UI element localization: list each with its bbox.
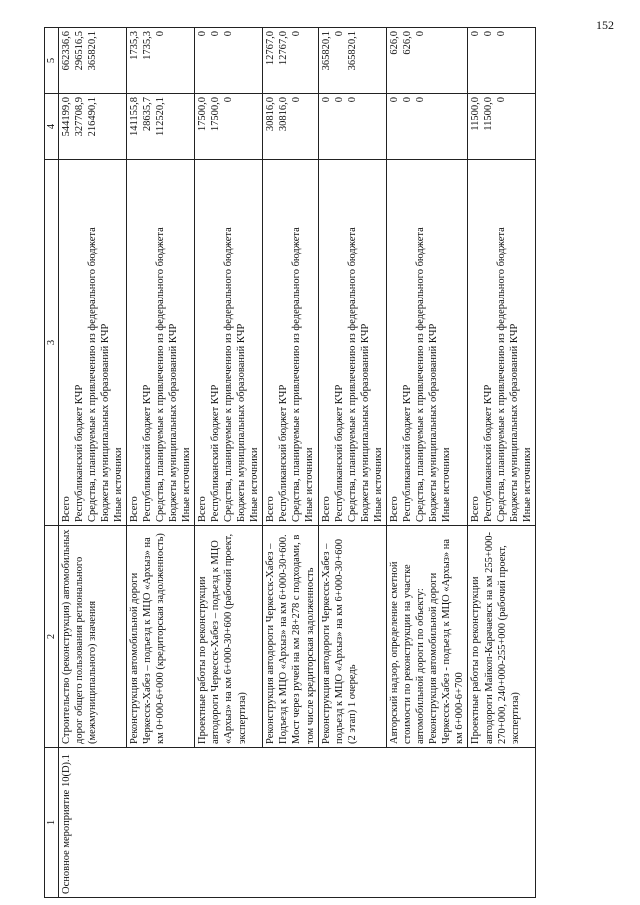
value-cell <box>235 31 248 90</box>
value-cell: 0 <box>470 31 482 37</box>
value-cell: 0 <box>155 31 167 37</box>
funding-source: Средства, планируемые к привлечению из федерального бюджета <box>291 227 303 522</box>
value-cell: 0 <box>388 97 400 103</box>
funding-source: Всего <box>197 496 209 522</box>
funding-source: Средства, планируемые к привлечению из федерального бюджета <box>346 227 358 522</box>
values-col5 <box>468 28 536 94</box>
column-header: 2 <box>45 526 59 748</box>
table-row <box>59 28 127 898</box>
activity-description: Реконструкция автомобильной дороги Черкесск-Хабез – подъезд к МЦО «Архыз» на км 0+000-6+000 (кредиторская задолженность) <box>127 526 195 748</box>
value-cell: 544199,0 <box>61 97 73 137</box>
funding-source: Бюджеты муниципальных образований КЧР <box>509 323 521 522</box>
funding-source: Средства, планируемые к привлечению из федерального бюджета <box>155 227 167 522</box>
activity-description: Авторский надзор, определение сметной стоимости по реконструкции на участке автомобильной дороги по объекту: Реконструкция автомобильной дороги Черкесск-Хабез - подъезд к МЦО «Архыз» на км 6+000-6+700 <box>386 526 468 748</box>
funding-source: Всего <box>61 496 73 522</box>
funding-source: Бюджеты муниципальных образований КЧР <box>168 323 180 522</box>
value-cell: 0 <box>333 31 345 37</box>
values-col5 <box>318 28 386 94</box>
values-col5 <box>127 28 195 94</box>
value-cell: 0 <box>223 31 235 37</box>
funding-sources <box>195 160 263 526</box>
value-cell: 12767,0 <box>265 31 277 66</box>
funding-source: Всего <box>470 496 482 522</box>
funding-source: Бюджеты муниципальных образований КЧР <box>100 323 112 522</box>
funding-source: Иные источники <box>113 447 125 522</box>
value-cell <box>508 97 521 156</box>
value-cell: 0 <box>401 97 413 103</box>
value-cell <box>359 31 372 90</box>
value-cell <box>303 97 316 156</box>
funding-source: Республиканский бюджет КЧР <box>278 384 290 522</box>
value-cell <box>359 97 372 156</box>
value-cell: 17500,0 <box>210 97 222 132</box>
value-cell: 0 <box>483 31 495 37</box>
funding-source: Всего <box>388 496 400 522</box>
funding-source: Средства, планируемые к привлечению из федерального бюджета <box>496 227 508 522</box>
value-cell <box>180 97 193 156</box>
value-cell <box>248 31 261 90</box>
value-cell: 28635,7 <box>142 97 154 132</box>
funding-sources <box>318 160 386 526</box>
value-cell: 0 <box>414 31 426 37</box>
value-cell: 0 <box>496 97 508 103</box>
funding-sources <box>263 160 319 526</box>
value-cell: 216490,1 <box>87 97 99 137</box>
value-cell <box>440 97 453 156</box>
value-cell: 0 <box>414 97 426 103</box>
values-col5 <box>59 28 127 94</box>
value-cell <box>427 97 440 156</box>
value-cell <box>180 31 193 90</box>
value-cell: 30816,0 <box>278 97 290 132</box>
value-cell: 365820,1 <box>87 31 99 71</box>
value-cell <box>112 31 125 90</box>
value-cell: 0 <box>496 31 508 37</box>
values-col4 <box>386 94 468 160</box>
funding-source: Иные источники <box>372 447 384 522</box>
funding-source: Всего <box>320 496 332 522</box>
funding-source: Иные источники <box>522 447 534 522</box>
value-cell <box>521 31 534 90</box>
funding-source: Бюджеты муниципальных образований КЧР <box>359 323 371 522</box>
value-cell: 0 <box>333 97 345 103</box>
value-cell: 365820,1 <box>346 31 358 71</box>
value-cell <box>248 97 261 156</box>
value-cell: 0 <box>291 31 303 37</box>
value-cell: 30816,0 <box>265 97 277 132</box>
value-cell <box>372 31 385 90</box>
value-cell <box>440 31 453 90</box>
value-cell: 662336,6 <box>61 31 73 71</box>
value-cell: 112520,1 <box>155 97 167 136</box>
column-header: 5 <box>45 28 59 94</box>
values-col4 <box>468 94 536 160</box>
value-cell: 141155,8 <box>129 97 141 136</box>
funding-source: Иные источники <box>440 447 452 522</box>
funding-source: Бюджеты муниципальных образований КЧР <box>427 323 439 522</box>
value-cell <box>99 31 112 90</box>
values-col4 <box>59 94 127 160</box>
value-cell <box>167 31 180 90</box>
funding-source: Средства, планируемые к привлечению из федерального бюджета <box>223 227 235 522</box>
value-cell: 17500,0 <box>197 97 209 132</box>
values-col5 <box>386 28 468 94</box>
funding-source: Республиканский бюджет КЧР <box>483 384 495 522</box>
table-body <box>59 28 536 898</box>
budget-table <box>44 27 536 898</box>
value-cell <box>508 31 521 90</box>
value-cell <box>167 97 180 156</box>
funding-source: Республиканский бюджет КЧР <box>74 384 86 522</box>
values-col5 <box>195 28 263 94</box>
funding-sources <box>59 160 127 526</box>
column-number-row <box>45 28 59 898</box>
column-header: 1 <box>45 748 59 898</box>
value-cell <box>372 97 385 156</box>
value-cell <box>235 97 248 156</box>
funding-sources <box>468 160 536 526</box>
values-col5 <box>263 28 319 94</box>
funding-source: Всего <box>129 496 141 522</box>
values-col4 <box>127 94 195 160</box>
value-cell: 0 <box>346 97 358 103</box>
funding-source: Иные источники <box>249 447 261 522</box>
value-cell <box>303 31 316 90</box>
value-cell <box>112 97 125 156</box>
funding-source: Всего <box>265 496 277 522</box>
value-cell: 327708,9 <box>74 97 86 137</box>
value-cell: 11500,0 <box>470 97 482 131</box>
funding-source: Средства, планируемые к привлечению из федерального бюджета <box>87 227 99 522</box>
activity-description: Строительство (реконструкция) автомобильных дорог общего пользования регионального (межмуниципального) значения <box>59 526 127 748</box>
values-col4 <box>318 94 386 160</box>
value-cell: 1735,3 <box>142 31 154 60</box>
value-cell: 626,0 <box>388 31 400 55</box>
value-cell: 11500,0 <box>483 97 495 131</box>
value-cell: 0 <box>210 31 222 37</box>
column-header: 4 <box>45 94 59 160</box>
activity-description: Проектные работы по реконструкции автодороги Майкоп-Карачаевск на км 255+000-270+000, 240+000-255+000 (рабочий проект, экспертиза) <box>468 526 536 748</box>
rotated-table-page <box>44 28 634 898</box>
value-cell: 0 <box>223 97 235 103</box>
activity-description: Реконструкция автодороги Черкесск-Хабез – подъезд к МЦО «Архыз» на км 6+000-30+600 (2 этап) 1 очередь <box>318 526 386 748</box>
value-cell: 296516,5 <box>74 31 86 71</box>
value-cell: 365820,1 <box>320 31 332 71</box>
funding-source: Республиканский бюджет КЧР <box>142 384 154 522</box>
value-cell <box>521 97 534 156</box>
funding-sources <box>127 160 195 526</box>
value-cell: 0 <box>291 97 303 103</box>
value-cell: 1735,3 <box>129 31 141 60</box>
values-col4 <box>263 94 319 160</box>
activity-description: Реконструкция автодороги Черкесск-Хабез – Подъезд к МЦО «Архыз» на км 6+000-30+600. Мост через ручей на км 28+278 с подходами, в том числе кредиторская задолженность <box>263 526 319 748</box>
funding-source: Бюджеты муниципальных образований КЧР <box>236 323 248 522</box>
funding-source: Иные источники <box>304 447 316 522</box>
value-cell: 0 <box>320 97 332 103</box>
page-number: 152 <box>596 18 614 32</box>
value-cell: 626,0 <box>401 31 413 55</box>
values-col4 <box>195 94 263 160</box>
funding-source: Иные источники <box>181 447 193 522</box>
funding-sources <box>386 160 468 526</box>
column-header: 3 <box>45 160 59 526</box>
activity-description: Проектные работы по реконструкции автодороги Черкесск-Хабез – подъезд к МЦО «Архыз» на км 6+000-30+600 (рабочий проект, экспертиза) <box>195 526 263 748</box>
main-activity-cell: Основное мероприятие 10(D).1 <box>59 748 536 898</box>
funding-source: Средства, планируемые к привлечению из федерального бюджета <box>414 227 426 522</box>
funding-source: Республиканский бюджет КЧР <box>333 384 345 522</box>
value-cell: 12767,0 <box>278 31 290 66</box>
funding-source: Республиканский бюджет КЧР <box>401 384 413 522</box>
funding-source: Республиканский бюджет КЧР <box>210 384 222 522</box>
value-cell <box>99 97 112 156</box>
value-cell <box>427 31 440 90</box>
value-cell: 0 <box>197 31 209 37</box>
